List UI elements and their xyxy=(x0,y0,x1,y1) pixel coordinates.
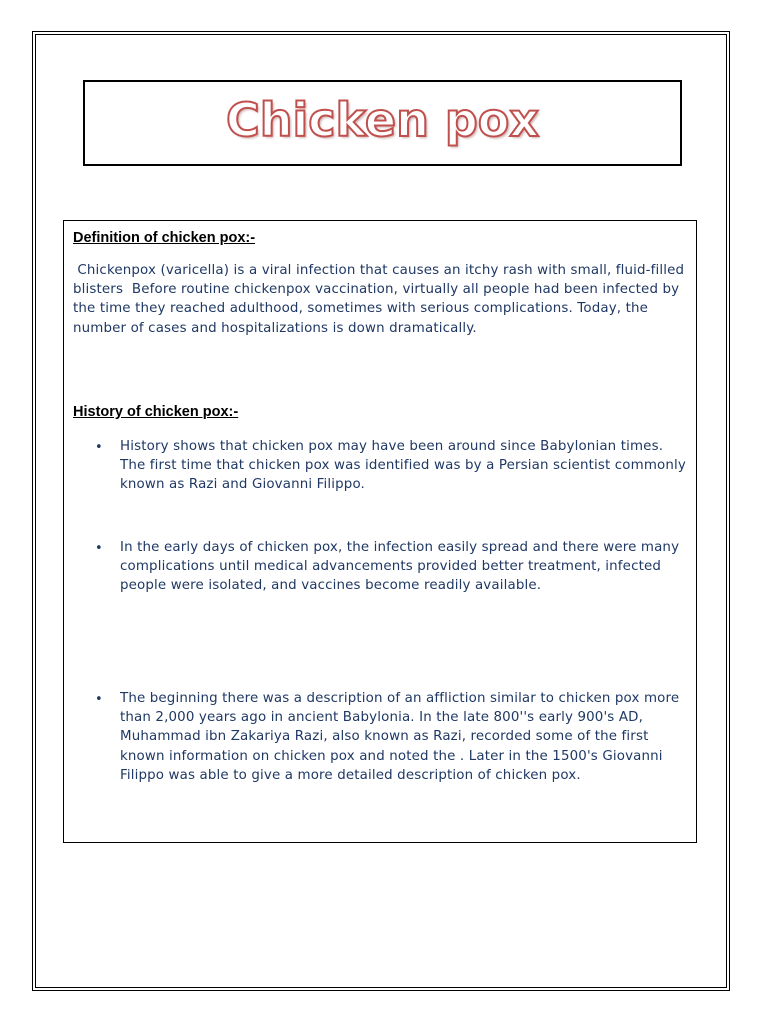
title-box xyxy=(83,80,682,166)
history-heading: History of chicken pox:- xyxy=(73,404,239,420)
history-item-2: In the early days of chicken pox, the infection easily spread and there were many complications until medical advancements provided better treatment, infected people were isolated, and vaccines become readily available. xyxy=(120,540,680,594)
definition-heading: Definition of chicken pox:- xyxy=(73,230,256,246)
bullet-icon: • xyxy=(95,440,103,455)
definition-text: Chickenpox (varicella) is a viral infection that causes an itchy rash with small, fluid-filled blisters Before routine chickenpox vaccination, virtually all people had been infected by the time they reached adulthood, sometimes with serious complications. Today, the number of cases and hospitalizations is down dramatically. xyxy=(73,263,689,336)
bullet-icon: • xyxy=(95,541,103,556)
page-title: Chicken pox xyxy=(225,93,540,147)
content-box xyxy=(63,220,697,843)
bullet-icon: • xyxy=(95,692,103,707)
history-item-1: History shows that chicken pox may have been around since Babylonian times. The first time that chicken pox was identified was by a Persian scientist commonly known as Razi and Giovanni Filippo. xyxy=(120,439,686,493)
history-item-3: The beginning there was a description of an affliction similar to chicken pox more than 2,000 years ago in ancient Babylonia. In the late 800''s early 900's AD, Muhammad ibn Zakariya Razi, also known as Razi, recorded some of the first known information on chicken pox and noted the . Later in the 1500's Giovanni Filippo was able to give a more detailed description of chicken pox. xyxy=(120,691,680,783)
